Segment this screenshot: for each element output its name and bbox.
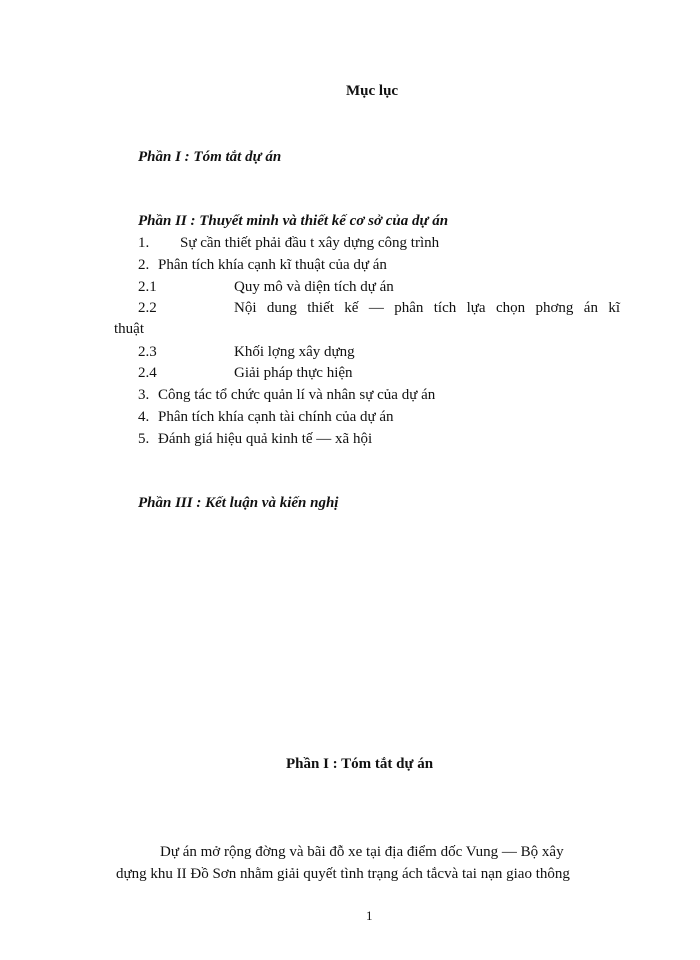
toc-item-number: 3. xyxy=(138,387,150,403)
toc-item-number: 2.2 xyxy=(138,300,157,316)
toc-item-number: 2.1 xyxy=(138,279,157,295)
body-paragraph-line: Dự án mở rộng đờng và bãi đỗ xe tại địa điểm dốc Vung — Bộ xây xyxy=(160,844,564,860)
toc-item-text: Nội dung thiết kế — phân tích lựa chọn phơng án kĩ xyxy=(234,300,620,316)
toc-item-text: Quy mô và diện tích dự án xyxy=(234,279,394,295)
toc-part-3: Phần III : Kết luận và kiến nghị xyxy=(138,495,339,511)
body-paragraph-line: dựng khu II Đồ Sơn nhằm giải quyết tình trạng ách tắcvà tai nạn giao thông xyxy=(116,866,570,882)
toc-part-1: Phần I : Tóm tắt dự án xyxy=(138,149,282,165)
toc-item-continuation: thuật xyxy=(114,321,144,337)
toc-item-number: 2.3 xyxy=(138,344,157,360)
toc-item-text: Sự cần thiết phải đầu t xây dựng công trình xyxy=(180,235,440,251)
toc-item-number: 2.4 xyxy=(138,365,157,381)
section-heading: Phần I : Tóm tắt dự án xyxy=(286,756,434,772)
toc-item-number: 1. xyxy=(138,235,150,251)
toc-item-number: 2. xyxy=(138,257,150,273)
toc-item-text: Phân tích khía cạnh tài chính của dự án xyxy=(158,409,394,425)
toc-item-text: Phân tích khía cạnh kĩ thuật của dự án xyxy=(158,257,387,273)
toc-item-text: Khối lợng xây dựng xyxy=(234,344,355,360)
toc-title: Mục lục xyxy=(346,83,399,99)
page-number: 1 xyxy=(366,908,373,923)
toc-item-number: 4. xyxy=(138,409,150,425)
toc-item-text: Công tác tổ chức quản lí và nhân sự của dự án xyxy=(158,387,436,403)
toc-item-text: Đánh giá hiệu quả kinh tế — xã hội xyxy=(158,431,373,447)
toc-part-2: Phần II : Thuyết minh và thiết kế cơ sở của dự án xyxy=(138,213,449,229)
toc-item-number: 5. xyxy=(138,431,150,447)
toc-item-text: Giải pháp thực hiện xyxy=(234,365,353,381)
